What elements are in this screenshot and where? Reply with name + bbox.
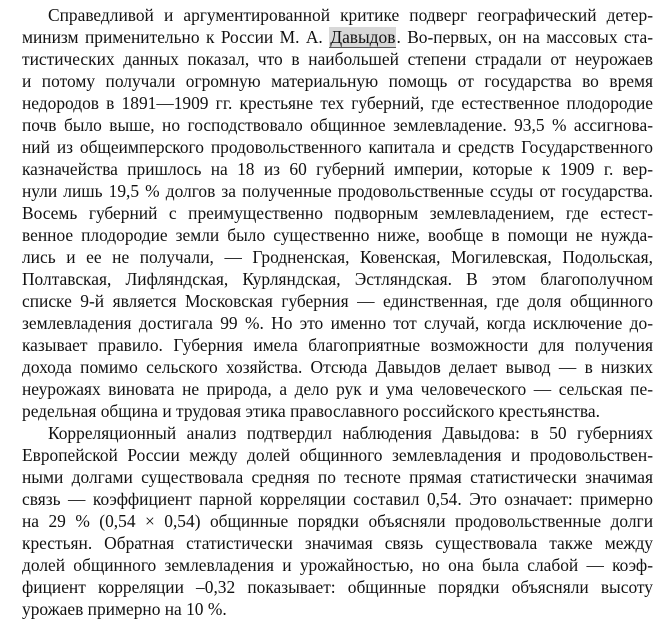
text-line: Полтавская, Лифляндская, Курляндская, Эстляндская. В этом благополучном — [22, 269, 653, 289]
text-line: казывает правило. Губерния имела благоприятные возможности для получения — [22, 335, 653, 355]
text-line: Европейской России между долей общинного землевладения и продовольствен- — [22, 445, 653, 465]
paragraph-2 — [22, 422, 653, 620]
text-segment: . Во-первых, он на массовых ста- — [396, 27, 653, 47]
text-line: урожаев примерно на 10 %. — [22, 599, 227, 619]
text-line: Справедливой и аргументированной критике подверг географический детер- — [48, 5, 653, 25]
text-line: землевладения достигала 99 %. Но это именно тот случай, когда исключение до- — [22, 313, 653, 333]
text-segment: минизм применительно к России М. А. — [22, 27, 330, 47]
text-line — [22, 26, 653, 48]
text-line: казначейства пришлось на 18 из 60 губерний империи, которые к 1909 г. вер- — [22, 159, 653, 179]
highlighted-word[interactable]: Давыдов — [330, 27, 396, 47]
text-line: нули лишь 19,5 % долгов за полученные продовольственные ссуды от государства. — [22, 181, 653, 201]
text-line: почв было выше, но господствовало общинное землевладение. 93,5 % ассигнова- — [22, 115, 653, 135]
text-line: и потому получали огромную материальную помощь от государства во время — [22, 71, 653, 91]
text-line: ными долгами существовала средняя по тесноте прямая статистически значимая — [22, 467, 653, 487]
text-line: лись и ее не получали, — Гродненская, Ковенская, Могилевская, Подольская, — [22, 247, 653, 267]
text-line: долей общинного землевладения и урожайностью, но она была слабой — коэф- — [22, 555, 653, 575]
text-line: венное плодородие земли было существенно ниже, вообще в помощи не нужда- — [22, 225, 653, 245]
text-line: ний из общеимперского продовольственного капитала и средств Государственного — [22, 137, 653, 157]
text-line: недородов в 1891—1909 гг. крестьяне тех губерний, где естественное плодородие — [22, 93, 653, 113]
text-line: связь — коэффициент парной корреляции составил 0,54. Это означает: примерно — [22, 489, 653, 509]
text-line: тистических данных показал, что в наибольшей степени страдали от неурожаев — [22, 49, 653, 69]
text-line: на 29 % (0,54 × 0,54) общинные порядки объясняли продовольственные долги — [22, 511, 653, 531]
text-line: неурожаях виновата не природа, а дело рук и ума человеческого — сельская пе- — [22, 379, 653, 399]
text-line: крестьян. Обратная статистически значимая связь существовала также между — [22, 533, 653, 553]
text-line: списке 9-й является Московская губерния — единственная, где доля общинного — [22, 291, 653, 311]
text-line: Восемь губерний с преимущественно подворным землевладением, где естест- — [22, 203, 653, 223]
text-line: дохода помимо сельского хозяйства. Отсюда Давыдов делает вывод — в низких — [22, 357, 653, 377]
text-line: фициент корреляции –0,32 показывает: общинные порядки объясняли высоту — [22, 577, 653, 597]
text-line: Корреляционный анализ подтвердил наблюдения Давыдова: в 50 губерниях — [48, 423, 653, 443]
text-line: редельная община и трудовая этика православного российского крестьянства. — [22, 401, 600, 421]
paragraph-1 — [22, 4, 653, 422]
